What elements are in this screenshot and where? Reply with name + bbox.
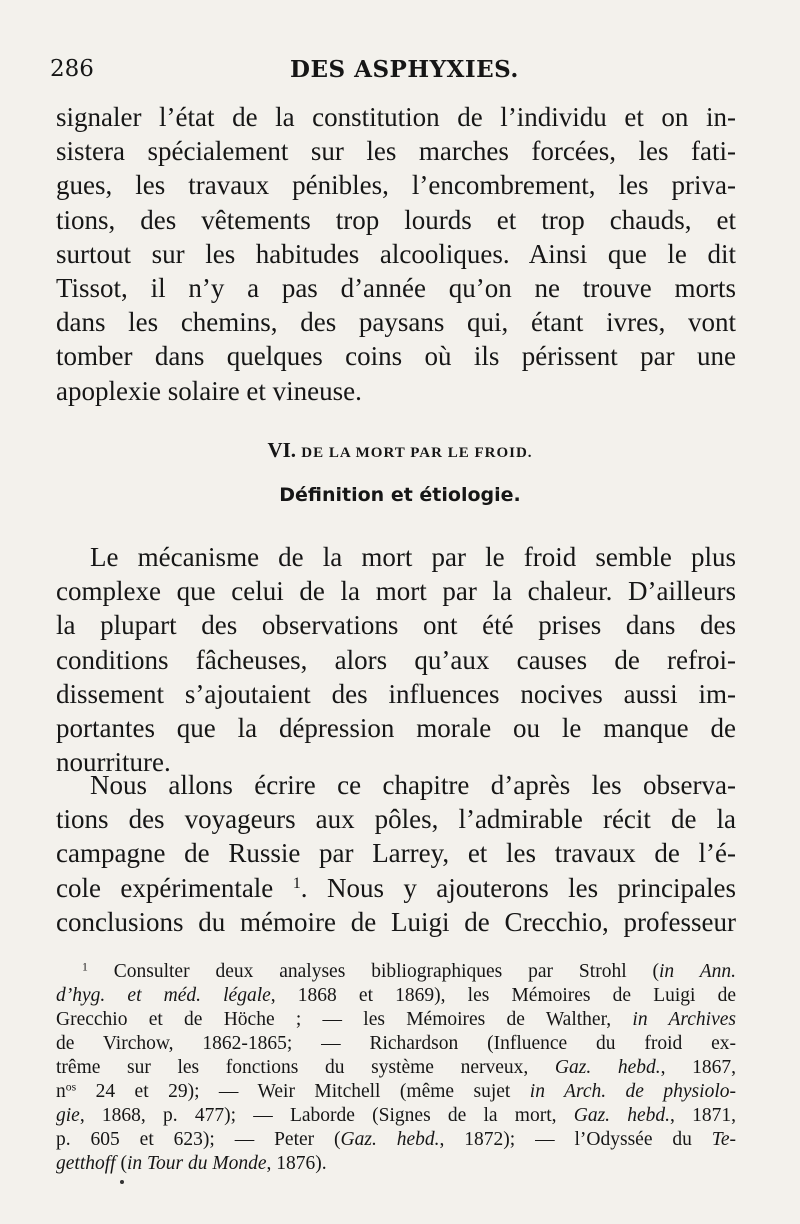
- italic-run: in Ann.: [659, 961, 736, 982]
- text-run: , 1867,: [660, 1057, 737, 1078]
- text-line: conditions fâcheuses, alors qu’aux causes de refroi-: [56, 644, 736, 675]
- text-run: , 1876).: [266, 1153, 327, 1174]
- italic-run: Gaz. hebd.: [554, 1057, 661, 1078]
- footnote-line: [56, 1056, 736, 1080]
- section-heading: [0, 438, 800, 463]
- superscript-run: os: [65, 1080, 77, 1094]
- text-run: cole expérimentale: [56, 872, 293, 903]
- footnote-line: [56, 1128, 736, 1152]
- italic-run: gie: [56, 1105, 80, 1126]
- footnote: [56, 960, 736, 1176]
- footnote-line: [56, 1080, 736, 1104]
- italic-run: Gaz. hebd.: [573, 1105, 671, 1126]
- text-run: Grecchio et de Höche ; — les Mémoires de Walther,: [56, 1009, 633, 1030]
- text-line: Le mécanisme de la mort par le froid semble plus: [90, 542, 736, 572]
- text-line: surtout sur les habitudes alcooliques. Ainsi que le dit: [56, 238, 736, 269]
- text-run: , 1871,: [670, 1105, 737, 1126]
- paragraph-1: [56, 100, 736, 408]
- footnote-line: de Virchow, 1862-1865; — Richardson (Influence du froid ex-: [56, 1033, 736, 1054]
- text-line: Nous allons écrire ce chapitre d’après les observa-: [90, 770, 736, 800]
- text-run: . Nous y ajouterons les principales: [300, 872, 736, 903]
- text-run: Consulter deux analyses bibliographiques par Strohl (: [87, 961, 659, 982]
- footnote-reference: 1: [292, 873, 301, 892]
- running-title: DES ASPHYXIES.: [290, 56, 519, 83]
- section-subheading: Définition et étiologie.: [279, 484, 521, 506]
- text-line: conclusions du mémoire de Luigi de Crecchio, professeur: [56, 906, 736, 937]
- text-line: apoplexie solaire et vineuse.: [56, 375, 362, 406]
- page-number: 286: [50, 56, 94, 82]
- italic-run: Te-: [711, 1129, 736, 1150]
- italic-run: d’hyg. et méd. légale: [56, 985, 271, 1006]
- section-title: DE LA MORT PAR LE FROID.: [301, 445, 533, 461]
- footnote-line: [56, 1104, 736, 1128]
- paragraph-2: [56, 540, 736, 779]
- text-line: campagne de Russie par Larrey, et les travaux de l’é-: [56, 838, 736, 869]
- text-line: signaler l’état de la constitution de l’individu et on in-: [56, 102, 736, 132]
- text-run: (: [115, 1153, 127, 1174]
- text-line: dans les chemins, des paysans qui, étant ivres, vont: [56, 307, 736, 338]
- footnote-line: [56, 960, 736, 984]
- text-line: gues, les travaux pénibles, l’encombrement, les priva-: [56, 170, 736, 201]
- footnote-line: [56, 1008, 736, 1032]
- ink-speck: [120, 1180, 124, 1184]
- text-run: , 1872); — l’Odyssée du: [439, 1129, 712, 1150]
- section-numeral: VI.: [267, 438, 297, 462]
- text-line: sistera spécialement sur les marches forcées, les fati-: [56, 136, 736, 167]
- text-run: , 1868 et 1869), les Mémoires de Luigi de: [270, 985, 736, 1006]
- paragraph-3: [56, 768, 736, 939]
- page-header: [50, 56, 750, 90]
- footnote-line: [56, 984, 736, 1008]
- text-run: n: [56, 1081, 66, 1102]
- text-line: la plupart des observations ont été prises dans des: [56, 610, 736, 641]
- italic-run: Gaz. hebd.: [340, 1129, 440, 1150]
- italic-run: in Arch. de physiolo-: [529, 1081, 736, 1102]
- text-line: [56, 871, 736, 905]
- text-line: complexe que celui de la mort par la chaleur. D’ailleurs: [56, 576, 736, 607]
- text-line: dissement s’ajoutaient des influences nocives aussi im-: [56, 678, 736, 709]
- italic-run: in Tour du Monde: [126, 1153, 267, 1174]
- text-run: trême sur les fonctions du système nerveux,: [56, 1057, 555, 1078]
- text-run: , 1868, p. 477); — Laborde (Signes de la mort,: [79, 1105, 574, 1126]
- italic-run: getthoff: [56, 1153, 116, 1174]
- text-line: Tissot, il n’y a pas d’année qu’on ne trouve morts: [56, 273, 736, 304]
- italic-run: in Archives: [632, 1009, 736, 1030]
- text-line: tomber dans quelques coins où ils périssent par une: [56, 341, 736, 372]
- text-run: p. 605 et 623); — Peter (: [56, 1129, 341, 1150]
- text-run: 24 et 29); — Weir Mitchell (même sujet: [76, 1081, 530, 1102]
- text-line: portantes que la dépression morale ou le manque de: [56, 713, 736, 744]
- footnote-line: [56, 1152, 736, 1176]
- text-line: tions des voyageurs aux pôles, l’admirable récit de la: [56, 804, 736, 835]
- text-line: tions, des vêtements trop lourds et trop chauds, et: [56, 204, 736, 235]
- footnote-mark: 1: [82, 960, 88, 974]
- text-line: nourriture.: [56, 747, 171, 778]
